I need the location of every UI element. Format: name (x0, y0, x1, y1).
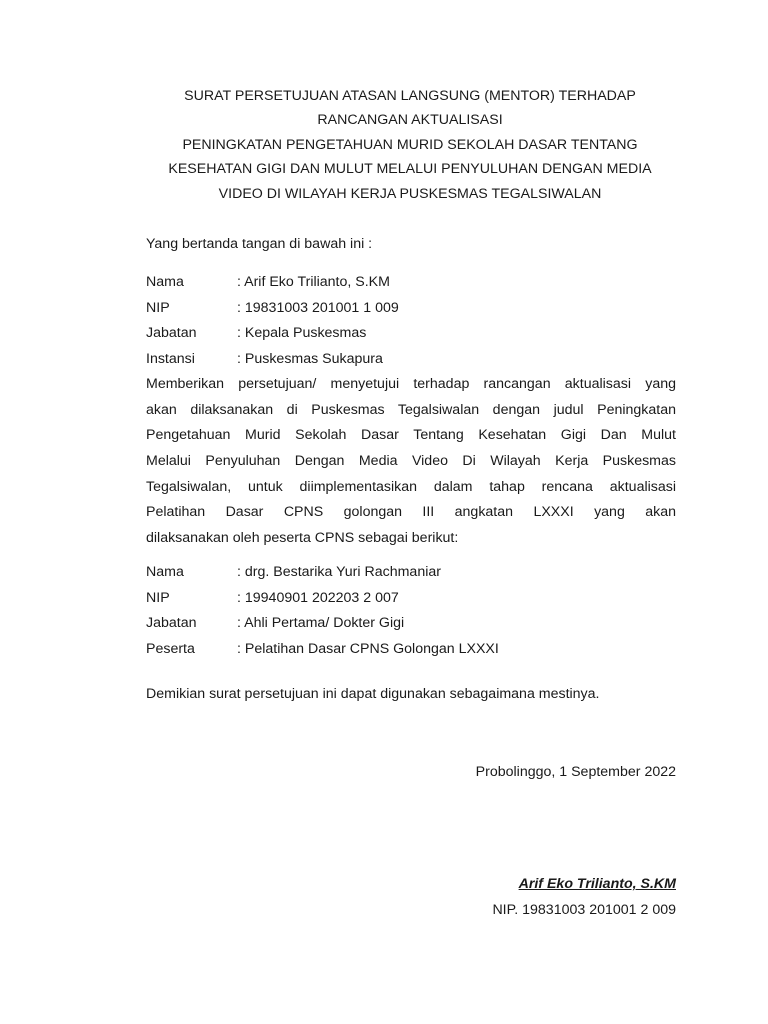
field-label: NIP (146, 589, 170, 606)
participant-field-row (146, 560, 676, 586)
field-label: Instansi (146, 350, 195, 367)
signatory-name: Arif Eko Trilianto, S.KM (518, 876, 676, 892)
paragraph-line: dilaksanakan oleh peserta CPNS sebagai berikut: (146, 530, 459, 547)
mentor-field-row (146, 296, 676, 322)
intro-text: Yang bertanda tangan di bawah ini : (146, 236, 373, 252)
signatory-nip: NIP. 19831003 201001 2 009 (492, 902, 676, 918)
title-line: VIDEO DI WILAYAH KERJA PUSKESMAS TEGALSIWALAN (218, 185, 602, 202)
title-line: RANCANGAN AKTUALISASI (317, 112, 503, 129)
title-line: PENINGKATAN PENGETAHUAN MURID SEKOLAH DASAR TENTANG (182, 136, 638, 153)
mentor-field-row (146, 347, 676, 373)
field-value: : 19831003 201001 1 009 (237, 299, 399, 316)
participant-details (146, 560, 676, 662)
field-value: : Arif Eko Trilianto, S.KM (237, 274, 390, 290)
mentor-field-row (146, 321, 676, 347)
title-line: SURAT PERSETUJUAN ATASAN LANGSUNG (MENTOR) TERHADAP (184, 88, 636, 104)
field-label: Jabatan (146, 325, 197, 341)
paragraph-line: Pengetahuan Murid Sekolah Dasar Tentang Kesehatan Gigi Dan Mulut (146, 427, 676, 444)
field-label: Nama (146, 564, 184, 580)
closing-statement: Demikian surat persetujuan ini dapat digunakan sebagaimana mestinya. (146, 686, 600, 702)
paragraph-line: Pelatihan Dasar CPNS golongan III angkatan LXXXI yang akan (146, 504, 676, 521)
field-value: : 19940901 202203 2 007 (237, 589, 399, 606)
field-label: NIP (146, 299, 170, 316)
title-line: KESEHATAN GIGI DAN MULUT MELALUI PENYULUHAN DENGAN MEDIA (168, 161, 652, 178)
approval-paragraph (146, 372, 676, 552)
field-value: : Pelatihan Dasar CPNS Golongan LXXXI (237, 640, 499, 657)
paragraph-line: Melalui Penyuluhan Dengan Media Video Di Wilayah Kerja Puskesmas (146, 453, 676, 470)
document-title (130, 84, 690, 206)
paragraph-line: Tegalsiwalan, untuk diimplementasikan dalam tahap rencana aktualisasi (146, 478, 676, 495)
mentor-field-row (146, 270, 676, 296)
place-and-date: Probolinggo, 1 September 2022 (475, 764, 676, 780)
field-value: : drg. Bestarika Yuri Rachmaniar (237, 564, 441, 580)
field-value: : Kepala Puskesmas (237, 325, 367, 341)
field-value: : Ahli Pertama/ Dokter Gigi (237, 615, 405, 631)
mentor-details (146, 270, 676, 372)
participant-field-row (146, 611, 676, 637)
participant-field-row (146, 586, 676, 612)
field-label: Jabatan (146, 615, 197, 631)
field-label: Peserta (146, 640, 195, 657)
field-value: : Puskesmas Sukapura (237, 350, 383, 367)
field-label: Nama (146, 274, 184, 290)
participant-field-row (146, 637, 676, 663)
paragraph-line: akan dilaksanakan di Puskesmas Tegalsiwalan dengan judul Peningkatan (146, 401, 676, 418)
paragraph-line: Memberikan persetujuan/ menyetujui terhadap rancangan aktualisasi yang (146, 376, 676, 392)
